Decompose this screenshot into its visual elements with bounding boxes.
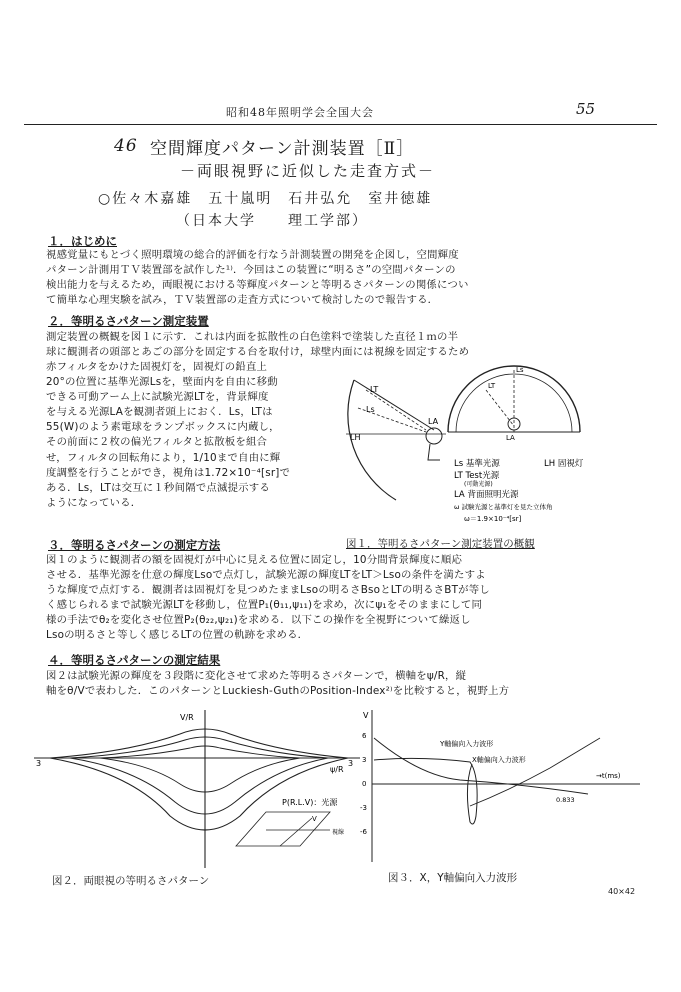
section-3-body — [46, 553, 646, 644]
text-line: パターン計測用ＴＶ装置部を試作した¹⁾．今回はこの装置に“明るさ”の空間パターンの — [46, 264, 456, 277]
text-line: 検出能力を与えるため，両眼視における等輝度パターンと等明るさパターンの関係につい — [46, 279, 469, 292]
text-line: 図１のように観測者の額を固視灯が中心に見える位置に固定し，10分間背景輝度に順応 — [46, 554, 463, 566]
section-2-heading: ２．等明るさパターン測定装置 — [48, 314, 209, 328]
fig2-axis-v: V/R — [180, 713, 194, 722]
authors: ○佐々木嘉雄 五十嵐明 石井弘允 室井徳雄 — [98, 191, 433, 207]
text-line: 視感覚量にもとづく照明環境の総合的評価を行なう計測装置の開発を企図し，空間輝度 — [46, 249, 459, 261]
label-lh: LH — [350, 433, 361, 442]
fig2-tick-right: 3 — [348, 759, 354, 768]
fig3-label-x: X軸偏向入力波形 — [472, 756, 526, 764]
text-line: く感じられるまで試験光源LTを移動し，位置P₁(θ₁₁,ψ₁₁)を求め，次にψ₁をそのままにして同 — [46, 599, 483, 612]
observer-body — [428, 444, 440, 460]
fig2-inset-label: P(R.L.V)：光源 — [282, 798, 338, 807]
text-line: 20°の位置に基準光源Lsを，壁面内を自由に移動 — [46, 376, 278, 389]
label-ls-front: Ls — [516, 366, 524, 374]
inset-ray — [280, 818, 312, 846]
fig3-tick: -6 — [360, 828, 367, 836]
section-2-body-left — [46, 360, 336, 511]
text-line: せ，フィルタの回転角により，1/10まで自由に輝 — [46, 451, 281, 464]
fig2-inset-axis: 視線 — [332, 829, 345, 836]
figure-3-caption: 図３．X，Y軸偏向入力波形 — [388, 872, 518, 884]
fig3-tick: -3 — [360, 804, 367, 812]
figure-2-caption: 図２．両眼視の等明るさパターン — [52, 875, 210, 887]
figure-1-caption: 図１．等明るさパターン測定装置の概観 — [346, 538, 535, 550]
section-1-heading: １．はじめに — [48, 234, 117, 248]
fig2-contour-outer — [50, 729, 348, 830]
page-number: 55 — [576, 100, 596, 118]
figure-3-waveform — [360, 706, 650, 866]
text-line: 測定装置の概観を図１に示す．これは内面を拡散性の白色塗料で塗装した直径１ｍの半 — [46, 331, 459, 343]
fig3-ramp — [470, 738, 600, 806]
text-line: 赤フィルタをかけた固視灯を，固視灯の鉛直上 — [46, 361, 268, 373]
section-4-heading: ４．等明るさパターンの測定結果 — [48, 653, 221, 667]
label-lt-front: LT — [488, 382, 496, 390]
fig3-tick: 3 — [362, 756, 367, 764]
fig2-inset-v: V — [312, 815, 317, 823]
header-rule — [24, 124, 657, 125]
text-line: 様の手法でθ₂を変化させ位置P₂(θ₂₂,ψ₂₁)を求める．以下この操作を全視野について繰返し — [46, 614, 471, 627]
fig2-tick-left: 3 — [36, 759, 42, 768]
legend-lt: LT Test光源 — [454, 471, 500, 481]
fig3-axis-v: V — [363, 711, 369, 720]
text-line: ある．Ls，LTは交互に１秒间隔で点滅提示する — [46, 481, 270, 494]
legend-lh: LH 固視灯 — [544, 459, 584, 469]
fig3-label-y: Y軸偏向入力波形 — [440, 740, 494, 748]
label-lt: LT — [370, 385, 379, 394]
fig3-y-waveform — [374, 758, 477, 824]
legend-lt-note: (可動光源) — [464, 481, 493, 488]
text-line: て簡単な心理実験を試み，ＴＶ装置部の走査方式について検討したので報告する． — [46, 294, 439, 307]
affiliation: （日本大学 理工学部） — [176, 213, 368, 229]
fig3-axis-t: →t(ms) — [596, 772, 621, 780]
section-2-body-full — [46, 330, 646, 360]
footer-mark: 40×42 — [608, 887, 636, 896]
legend-la: LA 背面照明光源 — [454, 490, 519, 500]
observer-head — [426, 428, 442, 444]
section-4-body — [46, 669, 646, 699]
legend-w: ω 試験光源と基準灯を見た立体角 — [454, 503, 553, 511]
text-line: 軸をθ/Vで表わした．このパターンとLuckiesh-GuthのPosition-Index²⁾を比較すると，視野上方 — [46, 685, 510, 698]
fig3-t-end: 0.833 — [556, 796, 575, 804]
legend-ls: Ls 基準光源 — [454, 459, 500, 469]
text-line: を与える光源LAを観測者頭上におく．Ls，LTは — [46, 406, 273, 419]
text-line: 55(W)のよう素電球をランプボックスに内蔵し， — [46, 421, 280, 434]
fig3-tick: 0 — [362, 780, 367, 788]
section-1-body — [46, 248, 646, 308]
paper-subtitle: －両眼視野に近似した走査方式－ — [180, 162, 436, 180]
legend-w-value: ω＝1.9×10⁻⁴[sr] — [464, 515, 522, 523]
conference-header: 昭和48年照明学会全国大会 — [226, 106, 374, 119]
text-line: 度調整を行うことができ，視角は1.72×10⁻⁴[sr]で — [46, 466, 291, 479]
figure-1-apparatus — [336, 360, 636, 535]
section-3-heading: ３．等明るさパターンの測定方法 — [48, 538, 221, 552]
front-observer-head — [508, 418, 520, 430]
text-line: させる．基準光源を仕意の輝度Lsoで点灯し，試験光源の輝度LTをLT＞Lsoの条件を満たすよ — [46, 569, 486, 582]
figure-2-pattern — [30, 706, 370, 872]
fig3-tick: 6 — [362, 732, 367, 740]
text-line: うな輝度で点灯する．観測者は固視灯を見つめたままLsoの明るさBsoとLTの明るさBTが等し — [46, 584, 490, 597]
paper-number: 46 — [114, 136, 138, 156]
label-ls: Ls — [366, 405, 375, 414]
text-line: ようになっている． — [46, 496, 142, 509]
text-line: その前面に２枚の偏光フィルタと拡散板を組合 — [46, 436, 268, 449]
text-line: Lsoの明るさと等しく感じるLTの位置の軌跡を求める． — [46, 629, 309, 642]
label-la: LA — [428, 417, 439, 426]
label-la-front: LA — [506, 434, 515, 442]
text-line: できる可動アーム上に試験光源LTを，背景輝度 — [46, 391, 269, 404]
lt-ray — [366, 390, 426, 430]
text-line: 球に観測者の頭部とあごの部分を固定する台を取付け，球壁内面には視線を固定するため — [46, 346, 470, 359]
fig2-axis-h: ψ/R — [330, 765, 344, 774]
text-line: 図２は試験光源の輝度を３段階に変化させて求めた等明るさパターンで，横軸をψ/R，縦 — [46, 670, 467, 682]
paper-title: 空間輝度パターン計測装置［Ⅱ］ — [150, 139, 415, 159]
front-lt-ray — [486, 390, 514, 426]
